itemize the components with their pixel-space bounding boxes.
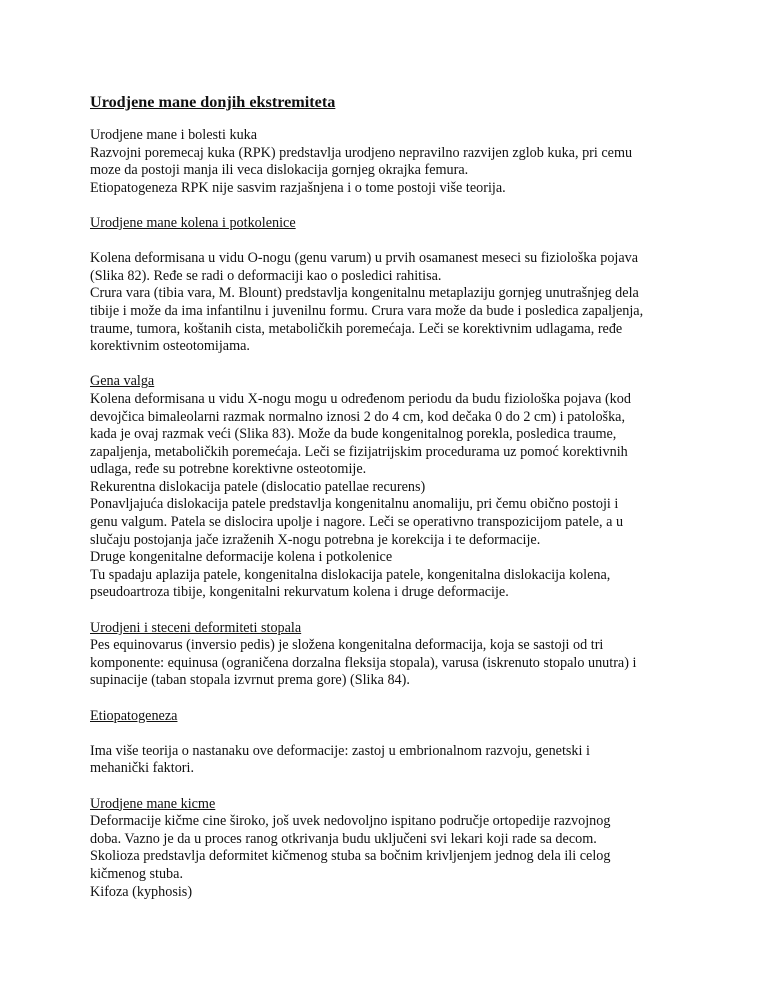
paragraph-line: pseudoartroza tibije, kongenitalni rekurvatum kolena i druge deformacije.	[90, 584, 509, 601]
paragraph-line: doba. Vazno je da u proces ranog otkrivanja budu uključeni svi lekari koji rade sa decom.	[90, 830, 597, 847]
section-heading: Rekurentna dislokacija patele (dislocatio patellae recurens)	[90, 478, 426, 495]
document-body	[90, 92, 690, 901]
paragraph-line: Kolena deformisana u vidu O-nogu (genu varum) u prvih osamanest meseci su fiziološka pojava	[90, 250, 639, 267]
paragraph-line: korektivnim osteotomijama.	[90, 338, 250, 355]
paragraph-line: mehanički faktori.	[90, 760, 195, 777]
section-heading: Druge kongenitalne deformacije kolena i potkolenice	[90, 549, 393, 566]
paragraph-line: Skolioza predstavlja deformitet kičmenog stuba sa bočnim krivljenjem jednog dela ili celog	[90, 848, 611, 865]
paragraph-line: Kifoza (kyphosis)	[90, 883, 193, 900]
paragraph-line: tibije i može da ima infantilnu i juvenilnu formu. Crura vara može da bude i posledica zapaljenja,	[90, 302, 644, 319]
paragraph-line: devojčica bimaleolarni razmak normalno iznosi 2 do 4 cm, kod dečaka 0 do 2 cm) i patološka,	[90, 408, 626, 425]
document-lines	[90, 127, 690, 901]
paragraph-line: Kolena deformisana u vidu X-nogu mogu u određenom periodu da budu fiziološka pojava (kod	[90, 390, 631, 407]
paragraph-line: komponente: equinusa (ograničena dorzalna fleksija stopala), varusa (iskrenuto stopalo unutra) i	[90, 654, 637, 671]
paragraph-line: kičmenog stuba.	[90, 865, 183, 882]
section-heading: Urodjene mane kicme	[90, 795, 216, 812]
section-heading: Urodjeni i steceni deformiteti stopala	[90, 619, 302, 636]
paragraph-line: genu valgum. Patela se dislocira upolje i nagore. Leči se operativno transpozicijom patele, a u	[90, 514, 624, 531]
paragraph-line: Crura vara (tibia vara, M. Blount) predstavlja kongenitalnu metaplaziju gornjeg unutrašnjeg dela	[90, 285, 639, 302]
section-heading: Etiopatogeneza	[90, 707, 178, 724]
blank-line	[90, 725, 690, 743]
blank-line	[90, 778, 690, 796]
section-heading: Gena valga	[90, 373, 155, 390]
blank-line	[90, 690, 690, 708]
blank-line	[90, 356, 690, 374]
paragraph-line: Razvojni poremecaj kuka (RPK) predstavlja urodjeno nepravilno razvijen zglob kuka, pri cemu	[90, 144, 633, 161]
paragraph-line: zapaljenja, metaboličkih poremećaja. Leči se fizijatrijskim procedurama uz pomoć korektivnih	[90, 443, 628, 460]
paragraph-line: Tu spadaju aplazija patele, kongenitalna dislokacija patele, kongenitalna dislokacija kolena,	[90, 566, 611, 583]
paragraph-line: udlaga, ređe su potrebne korektivne osteotomije.	[90, 461, 367, 478]
document-title: Urodjene mane donjih ekstremiteta	[90, 93, 336, 111]
blank-line	[90, 197, 690, 215]
paragraph-line: Deformacije kičme cine široko, još uvek nedovoljno ispitano područje ortopedije razvojnog	[90, 813, 611, 830]
paragraph-line: slučaju postojanja jače izraženih X-nogu potrebna je korekcija i te deformacije.	[90, 531, 541, 548]
paragraph-line: Pes equinovarus (inversio pedis) je složena kongenitalna deformacija, koja se sastoji od tri	[90, 637, 604, 654]
paragraph-line: Ponavljajuća dislokacija patele predstavlja kongenitalnu anomaliju, pri čemu obično postoji i	[90, 496, 619, 513]
paragraph-line: (Slika 82). Ređe se radi o deformaciji kao o posledici rahitisa.	[90, 267, 442, 284]
section-heading: Urodjene mane kolena i potkolenice	[90, 214, 296, 231]
paragraph-line: moze da postoji manja ili veca dislokacija gornjeg okrajka femura.	[90, 162, 469, 179]
blank-line	[90, 233, 690, 251]
blank-line	[90, 602, 690, 620]
paragraph-line: supinacije (taban stopala izvrnut prema gore) (Slika 84).	[90, 672, 410, 689]
paragraph-line: Etiopatogeneza RPK nije sasvim razjašnjena i o tome postoji više teorija.	[90, 179, 506, 196]
paragraph-line: Ima više teorija o nastanaku ove deformacije: zastoj u embrionalnom razvoju, genetski i	[90, 742, 590, 759]
paragraph-line: kada je ovaj razmak veći (Slika 83). Može da bude kongenitalnog porekla, posledica traume,	[90, 426, 617, 443]
section-heading: Urodjene mane i bolesti kuka	[90, 127, 258, 143]
paragraph-line: traume, tumora, koštanih cista, metaboličkih poremećaja. Leči se korektivnim udlagama, ređe	[90, 320, 623, 337]
